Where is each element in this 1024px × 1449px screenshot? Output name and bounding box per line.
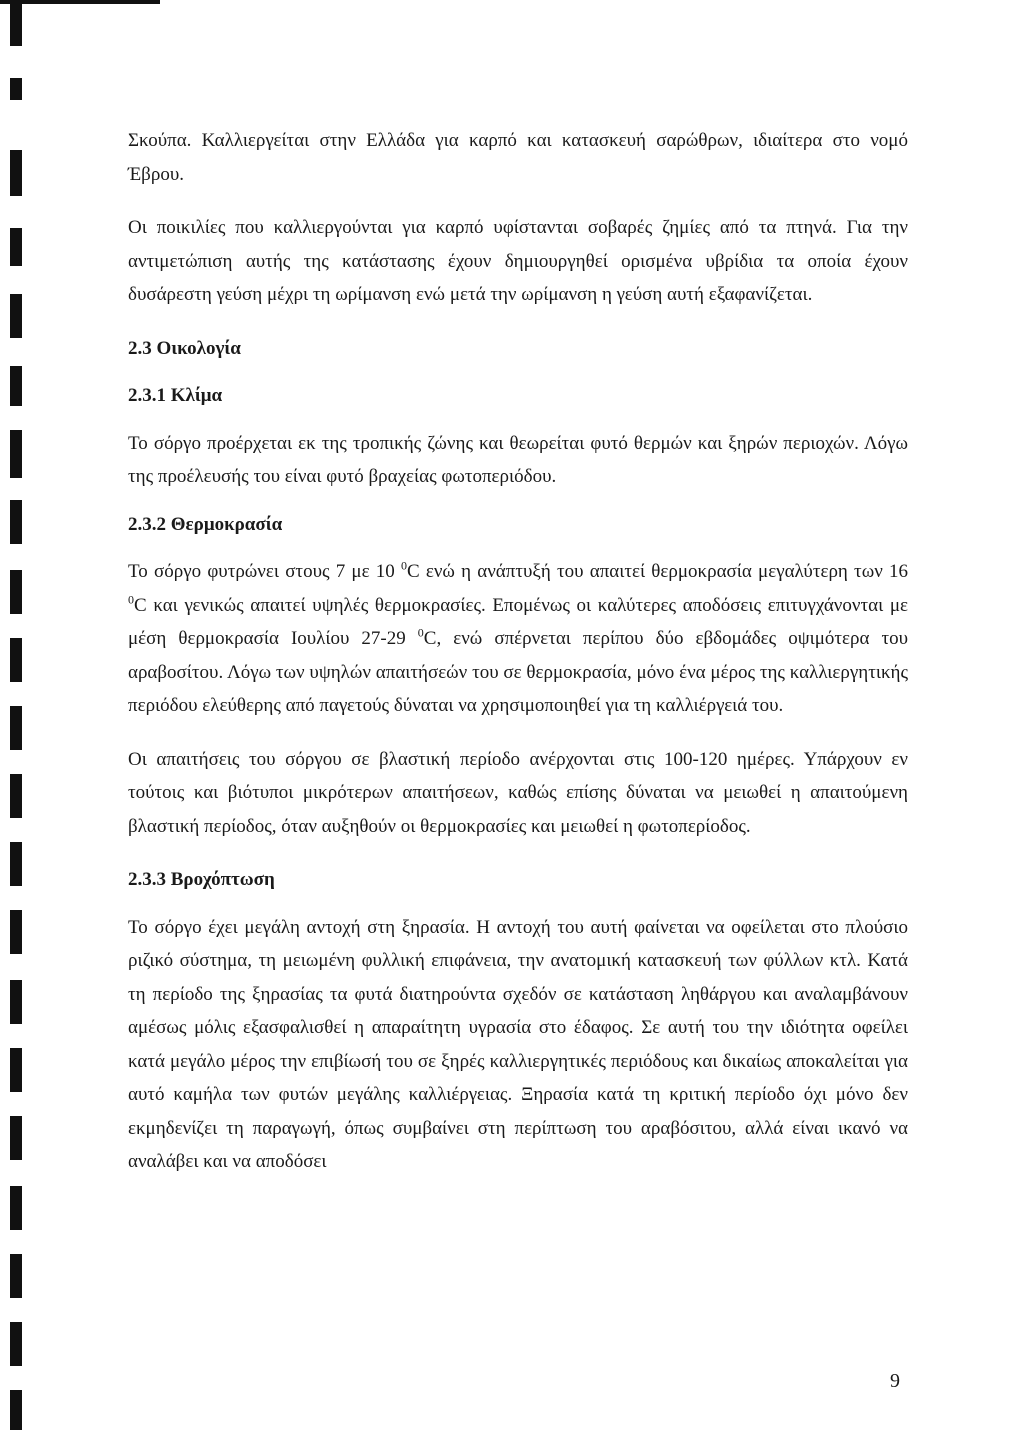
heading-2-3-2: 2.3.2 Θερμοκρασία <box>128 513 283 535</box>
temp-text-3: C και γενικώς απαιτεί υψηλές θερμοκρασίες. Επομένως οι καλύτερες αποδόσεις επιτυγχάνονται με μέση θερμοκρασία Ιουλίου 27-29 <box>128 594 908 649</box>
paragraph-climate: Το σόργο προέρχεται εκ της τροπικής ζώνης και θεωρείται φυτό θερμών και ξηρών περιοχών. Λόγω της προέλευσής του είναι φυτό βραχείας φωτοπεριόδου. <box>128 432 908 487</box>
paragraph-growing-period: Οι απαιτήσεις του σόργου σε βλαστική περίοδο ανέρχονται στις 100-120 ημέρες. Υπάρχουν εν τούτοις και βιότυποι μικρότερων απαιτήσεων, καθώς επίσης δύναται να μειωθεί η απαιτούμενη βλαστική περίοδος, όταν αυξηθούν οι θερμοκρασίες και μειωθεί η φωτοπερίοδος. <box>128 748 908 837</box>
degree-superscript-2: 0 <box>128 592 134 607</box>
paragraph-rainfall: Το σόργο έχει μεγάλη αντοχή στη ξηρασία. Η αντοχή του αυτή φαίνεται να οφείλεται στο πλούσιο ριζικό σύστημα, τη μειωμένη φυλλική επιφάνεια, την ανατομική κατασκευή των φύλλων κτλ. Κατά τη περίοδο της ξηρασίας τα φυτά διατηρούντα σχεδόν σε κατάσταση ληθάργου και αναλαμβάνουν αμέσως μόλις εξασφαλισθεί η απαραίτητη υγρασία στο έδαφος. Σε αυτή του την ιδιότητα οφείλει κατά μεγάλο μέρος την επιβίωσή του σε ξηρές καλλιεργητικές περιόδους και δικαίως αποκαλείται για αυτό καμήλα των φυτών μεγάλης καλλιέργειας. Ξηρασία κατά τη κριτική περίοδο όχι μόνο δεν εκμηδενίζει τη παραγωγή, όπως συμβαίνει στη περίπτωση του αραβόσιτου, αλλά είναι ικανό να αναλάβει και να αποδόσει <box>128 916 908 1172</box>
paragraph-temperature <box>128 555 908 723</box>
document-page <box>128 124 908 1179</box>
temp-text-2: C ενώ η ανάπτυξή του απαιτεί θερμοκρασία μεγαλύτερη των 16 <box>406 561 908 582</box>
scan-top-edge <box>0 0 160 4</box>
heading-2-3-3: 2.3.3 Βροχόπτωση <box>128 869 275 890</box>
heading-2-3: 2.3 Οικολογία <box>128 337 241 359</box>
page-number: 9 <box>890 1370 900 1392</box>
paragraph-skoupa: Σκούπα. Καλλιεργείται στην Ελλάδα για καρπό και κατασκευή σαρώθρων, ιδιαίτερα στο νομό Έβρου. <box>128 130 908 185</box>
temp-text-4: C, ενώ σπέρνεται περίπου δύο εβδομάδες οψιμότερα του αραβοσίτου. Λόγω των υψηλών απαιτήσεών του σε θερμοκρασία, μόνο ένα μέρος της καλλιεργητικής περιόδου ελεύθερης από παγετούς δύναται να χρησιμοποιηθεί για τη καλλιέργειά του. <box>128 628 909 716</box>
heading-2-3-1: 2.3.1 Κλίμα <box>128 385 223 406</box>
paragraph-varieties: Οι ποικιλίες που καλλιεργούνται για καρπό υφίστανται σοβαρές ζημίες από τα πτηνά. Για την αντιμετώπιση αυτής της κατάστασης έχουν δημιουργηθεί ορισμένα υβρίδια τα οποία έχουν δυσάρεστη γεύση μέχρι τη ωρίμανση ενώ μετά την ωρίμανση η γεύση αυτή εξαφανίζεται. <box>128 217 908 305</box>
degree-superscript-1: 0 <box>400 558 407 573</box>
binding-marks <box>0 0 22 1449</box>
degree-superscript-3: 0 <box>417 625 424 640</box>
temp-text-1: Το σόργο φυτρώνει στους 7 με 10 <box>128 561 401 582</box>
